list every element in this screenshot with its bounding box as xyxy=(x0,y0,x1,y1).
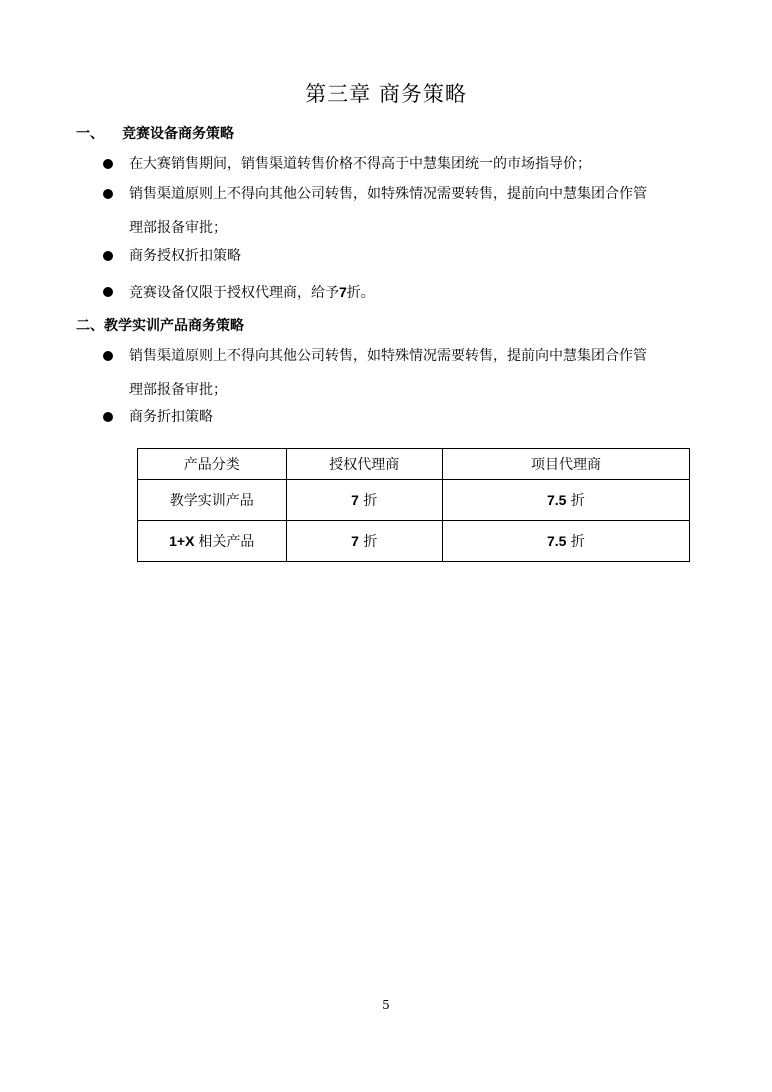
bullet-icon xyxy=(103,251,113,261)
list-item-text-prefix: 竞赛设备仅限于授权代理商，给予 xyxy=(129,285,339,301)
table-row xyxy=(138,480,690,521)
list-item xyxy=(103,246,703,266)
section-title-2: 教学实训产品商务策略 xyxy=(104,318,244,334)
discount-value: 7 xyxy=(339,284,347,300)
table-cell-authorized xyxy=(286,480,442,521)
list-item xyxy=(103,282,703,303)
discount-unit: 折 xyxy=(358,534,378,550)
list-item-line: 理部报备审批； xyxy=(129,220,227,236)
table-cell-authorized xyxy=(286,521,442,562)
section-number-1: 一、 xyxy=(76,126,104,142)
list-item-text xyxy=(129,184,703,238)
bullet-icon xyxy=(103,287,113,297)
list-item-line: 理部报备审批； xyxy=(129,382,227,398)
section-heading-1 xyxy=(76,124,234,144)
discount-value: 7 xyxy=(351,492,359,508)
discount-value: 7.5 xyxy=(547,492,567,508)
page-number: 5 xyxy=(382,998,390,1012)
table-header-cell: 项目代理商 xyxy=(442,449,689,480)
bullet-icon xyxy=(103,189,113,199)
bullet-icon xyxy=(103,159,113,169)
discount-value: 7.5 xyxy=(547,533,567,549)
list-item-text: 商务授权折扣策略 xyxy=(129,248,241,264)
table-cell-project xyxy=(442,480,689,521)
table-header-row xyxy=(138,449,690,480)
table-row xyxy=(138,521,690,562)
category-name: 教学实训产品 xyxy=(169,493,254,509)
page-title: 第三章 商务策略 xyxy=(305,82,467,106)
discount-unit: 折 xyxy=(566,493,585,509)
table-cell-category xyxy=(138,521,287,562)
section-number-2: 二、 xyxy=(76,318,104,334)
table-cell-project xyxy=(442,521,689,562)
section-heading-2 xyxy=(76,316,244,336)
list-item-text-suffix: 折。 xyxy=(346,285,375,301)
list-item-text: 商务折扣策略 xyxy=(129,409,213,425)
list-item-line: 销售渠道原则上不得向其他公司转售，如特殊情况需要转售，提前向中慧集团合作管 xyxy=(129,186,647,202)
table-header-cell: 授权代理商 xyxy=(286,449,442,480)
list-item-text xyxy=(129,346,703,400)
list-item xyxy=(103,346,703,400)
list-item xyxy=(103,184,703,238)
discount-value: 7 xyxy=(351,533,359,549)
list-item-line: 销售渠道原则上不得向其他公司转售，如特殊情况需要转售，提前向中慧集团合作管 xyxy=(129,348,647,364)
table-cell-category xyxy=(138,480,287,521)
discount-table xyxy=(137,448,690,562)
category-name: 相关产品 xyxy=(198,534,255,550)
bullet-icon xyxy=(103,351,113,361)
list-item-text xyxy=(129,282,703,303)
table-header-cell: 产品分类 xyxy=(138,449,287,480)
list-item-text: 在大赛销售期间，销售渠道转售价格不得高于中慧集团统一的市场指导价； xyxy=(129,156,591,172)
category-prefix: 1+X xyxy=(169,533,199,549)
section-title-1: 竞赛设备商务策略 xyxy=(122,126,234,142)
list-item xyxy=(103,407,703,427)
discount-unit: 折 xyxy=(358,493,378,509)
list-item xyxy=(103,154,703,174)
bullet-icon xyxy=(103,412,113,422)
discount-unit: 折 xyxy=(566,534,585,550)
